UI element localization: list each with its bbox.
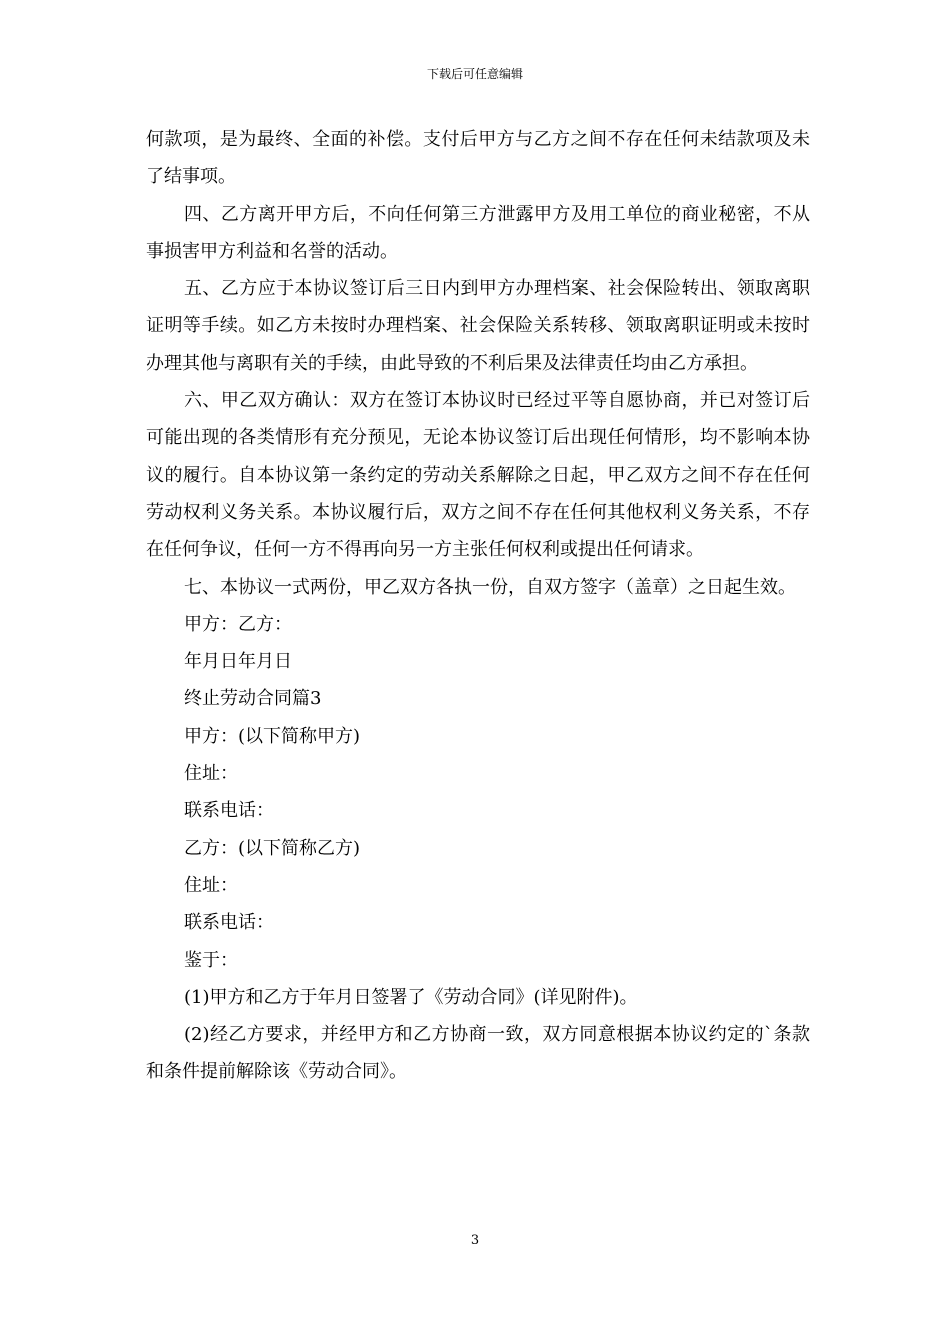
party-b-phone-line: 联系电话：	[184, 912, 274, 934]
party-b-line: 乙方：(以下简称乙方)	[184, 837, 361, 859]
page-header: 下载后可任意编辑	[426, 67, 523, 81]
whereas-line: 鉴于：	[184, 949, 238, 971]
signature-date-line: 年月日年月日	[184, 651, 292, 673]
recital-2-paragraph: (2)经乙方要求，并经甲方和乙方协商一致，双方同意根据本协议约定的`条款和条件提前解除该《劳动合同》。	[146, 1024, 810, 1083]
paragraph-clause-5: 五、乙方应于本协议签订后三日内到甲方办理档案、社会保险转出、领取离职证明等手续。如乙方未按时办理档案、社会保险关系转移、领取离职证明或未按时办理其他与离职有关的手续，由此导致的不利后果及法律责任均由乙方承担。	[146, 278, 810, 374]
party-a-address-line: 住址：	[184, 763, 238, 785]
paragraph-clause-7: 七、本协议一式两份，甲乙双方各执一份，自双方签字（盖章）之日起生效。	[184, 576, 796, 598]
party-b-address-line: 住址：	[184, 874, 238, 896]
party-a-phone-line: 联系电话：	[184, 800, 274, 822]
recital-1-line: (1)甲方和乙方于年月日签署了《劳动合同》(详见附件)。	[184, 986, 638, 1008]
party-a-line: 甲方：(以下简称甲方)	[184, 725, 361, 747]
document-body	[146, 121, 810, 1091]
paragraph-clause-6: 六、甲乙双方确认：双方在签订本协议时已经过平等自愿协商，并已对签订后可能出现的各类情形有充分预见，无论本协议签订后出现任何情形，均不影响本协议的履行。自本协议第一条约定的劳动关系解除之日起，甲乙双方之间不存在任何劳动权利义务关系。本协议履行后，双方之间不存在任何其他权利义务关系，不存在任何争议，任何一方不得再向另一方主张任何权利或提出任何请求。	[146, 390, 810, 561]
page-number: 3	[470, 1233, 480, 1248]
section-title: 终止劳动合同篇3	[184, 688, 322, 710]
signature-parties-line: 甲方：乙方：	[184, 613, 292, 635]
paragraph-clause-4: 四、乙方离开甲方后，不向任何第三方泄露甲方及用工单位的商业秘密，不从事损害甲方利益和名誉的活动。	[146, 203, 810, 262]
paragraph-continuation: 何款项，是为最终、全面的补偿。支付后甲方与乙方之间不存在任何未结款项及未了结事项。	[146, 129, 810, 188]
